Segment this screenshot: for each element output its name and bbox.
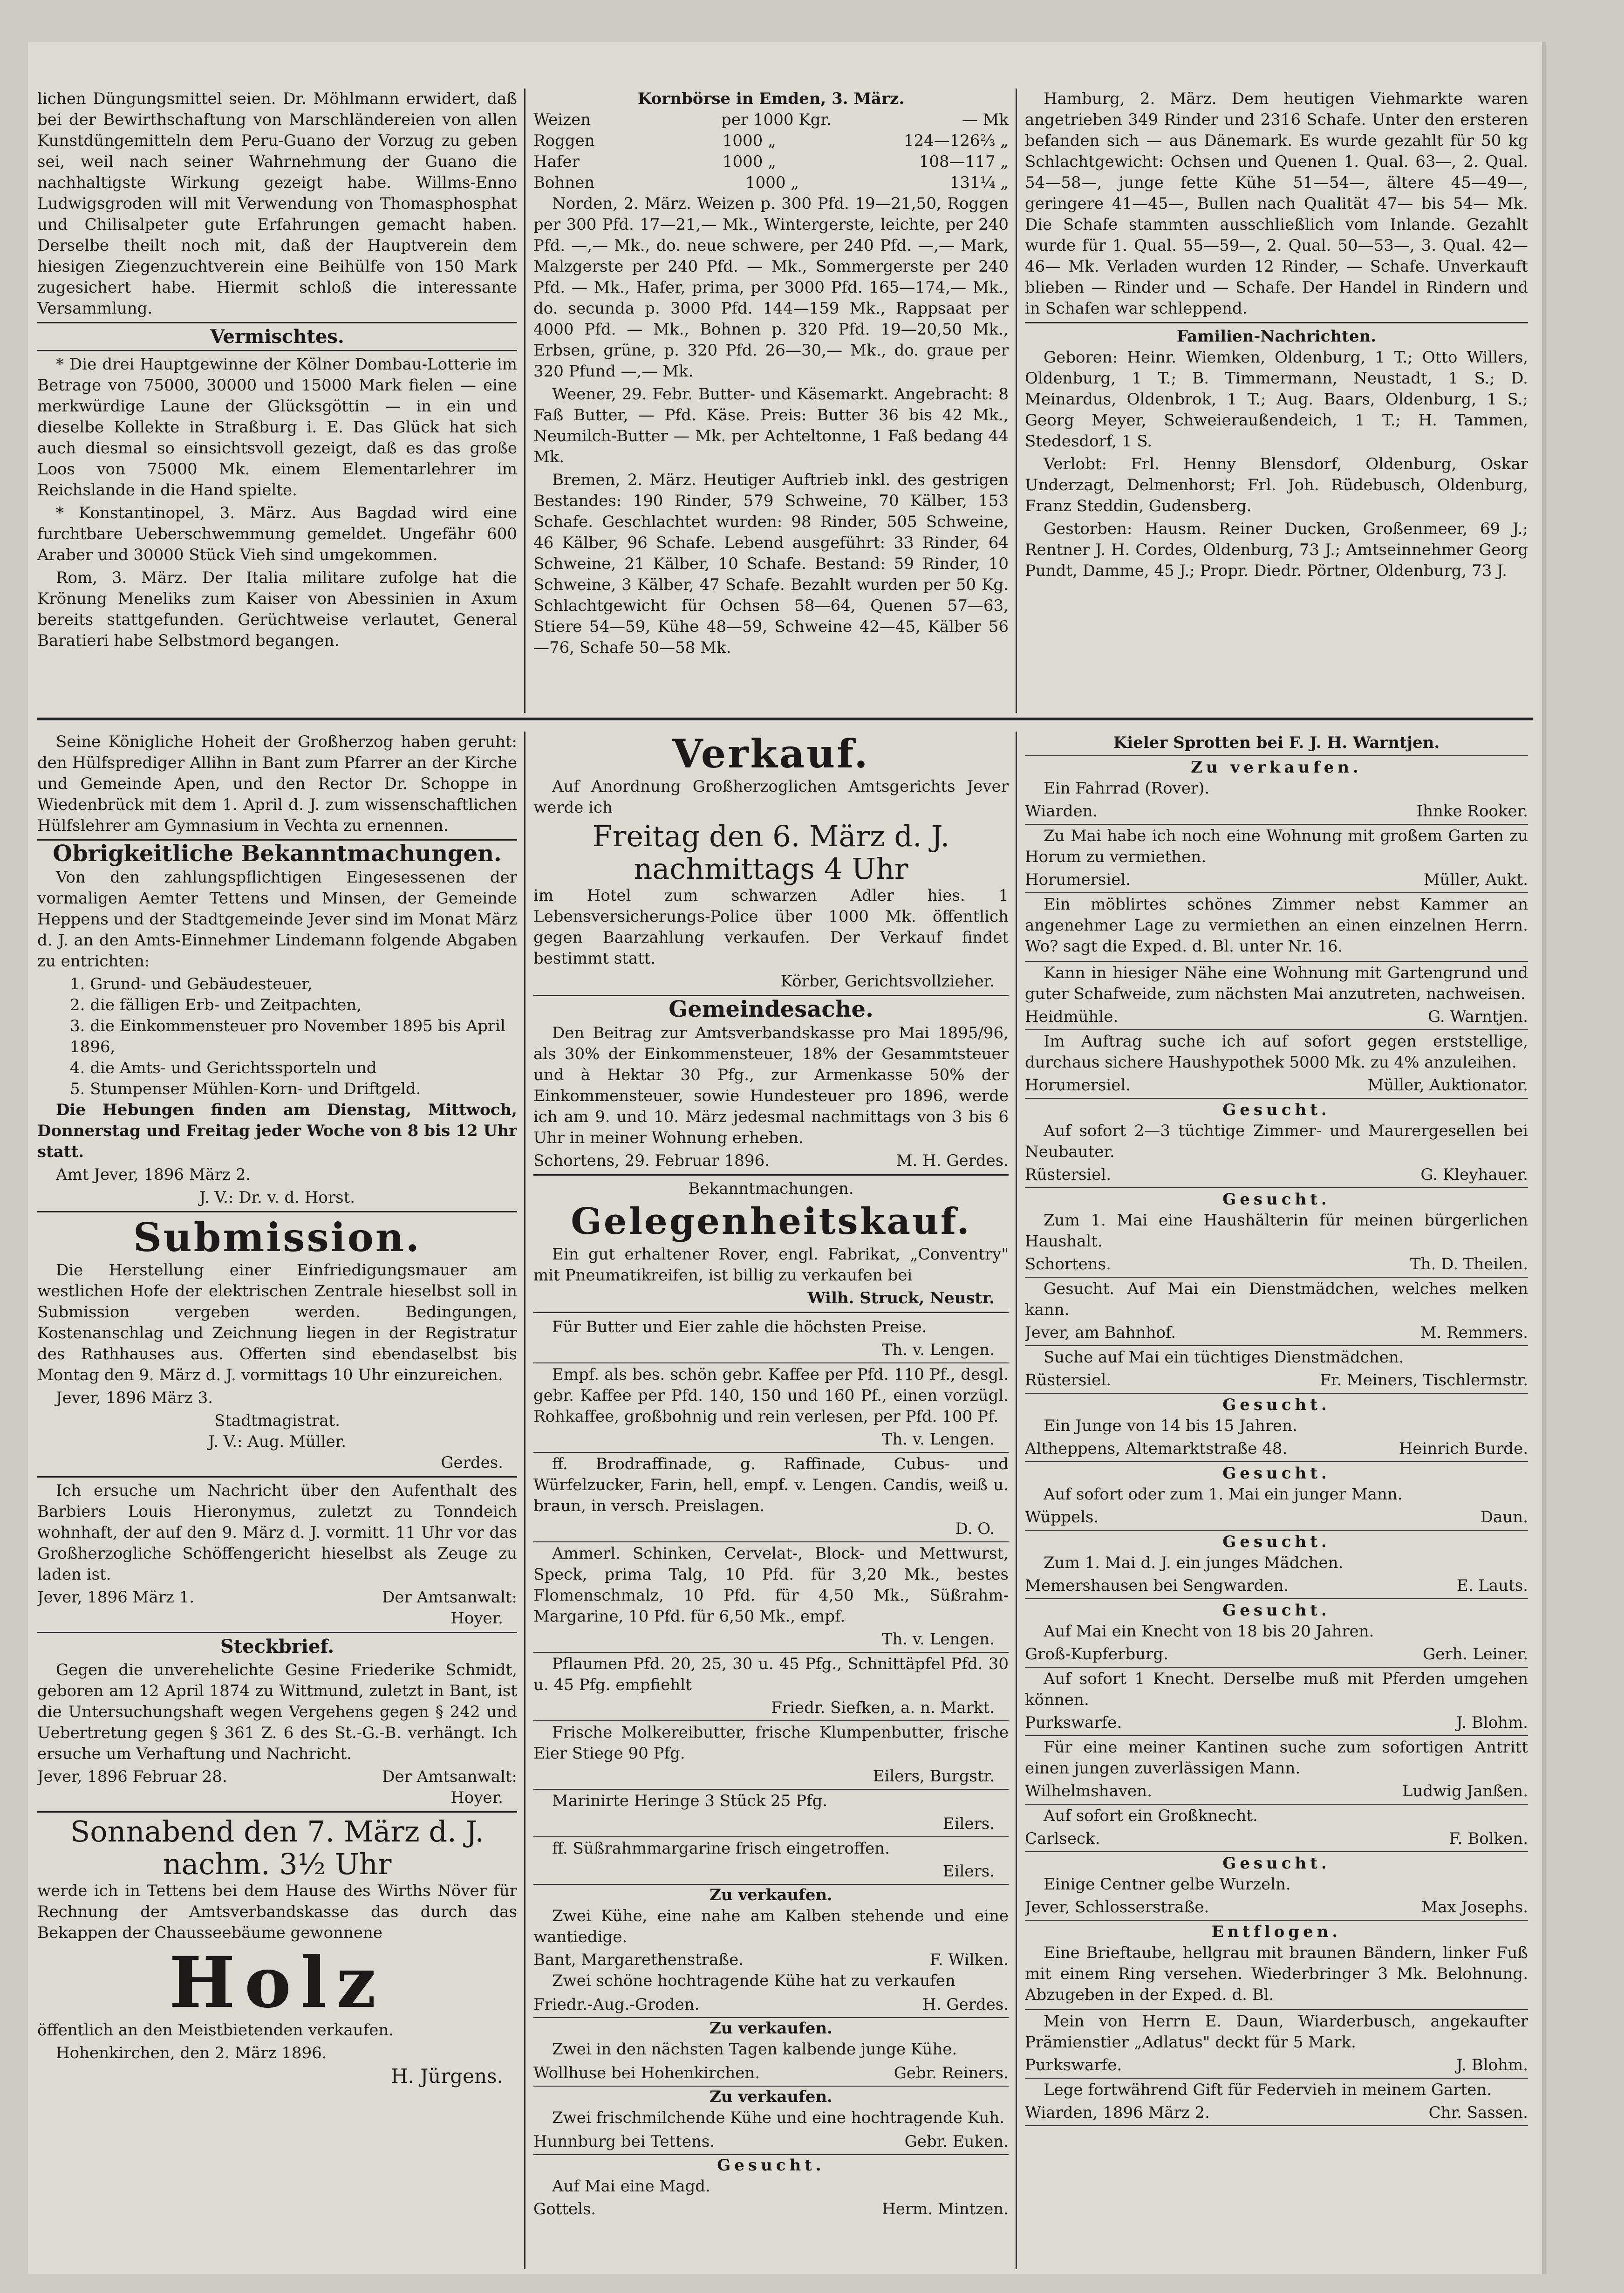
classified-ads xyxy=(1025,756,1528,2126)
ad-place: Bant, Margarethenstraße. xyxy=(533,1951,744,1969)
ad-place: Horumersiel. xyxy=(1025,870,1131,889)
ad-footer xyxy=(1025,1781,1528,1802)
list-item xyxy=(533,1363,1009,1453)
table-row xyxy=(533,151,1009,172)
ad-signature: Ludwig Janßen. xyxy=(1402,1782,1528,1800)
ad-footer xyxy=(1025,1644,1528,1665)
ad-text: Kann in hiesiger Nähe eine Wohnung mit Gartengrund und guter Schafweide, zum nächsten Mai anzutreten, nachweisen. xyxy=(1025,964,1528,1003)
ad-footer xyxy=(1025,1322,1528,1343)
ad-footer xyxy=(1025,1828,1528,1849)
sprotten-heading: Kieler Sprotten bei F. J. H. Warntjen. xyxy=(1025,732,1528,756)
notice-date: Jever, 1896 März 1. xyxy=(37,1588,195,1607)
ad-signature: Eilers. xyxy=(942,1814,995,1833)
table-row xyxy=(533,110,1009,130)
table-row xyxy=(533,172,1009,193)
top-col1-intro: lichen Düngungsmittel seien. Dr. Möhlmann erwidert, daß bei der Bewirthschaftung von Marschländereien von allen Kunstdüngemitteln dem Peru-Guano der Vorzug zu geben sei, weil nach seiner Wahrnehmung der Guano die nachhaltigste Wirkung gezeigt habe. Willms-Enno Ludwigsgroden will mit Verwendung von Thomasphosphat und Chilisalpeter gute Erfahrungen gemacht haben. Derselbe theilt noch mit, daß der Hauptverein dem hiesigen Ziegenzuchtverein eine Beihülfe von 150 Mark zugesichert habe. Hiermit schloß die interessante Versammlung. xyxy=(37,89,517,318)
grain-price: 131¼ „ xyxy=(949,173,1009,192)
notice-date: Schortens, 29. Februar 1896. xyxy=(533,1151,770,1170)
list-item xyxy=(1025,893,1528,962)
news-item: Rom, 3. März. Der Italia militare zufolge hat die Krönung Meneliks zum Kaiser von Abessinien in Axum bereits stattgefunden. Gerüchtweise verlautet, General Baratieri habe Selbstmord begangen. xyxy=(37,568,517,650)
ad-signature: Gerh. Leiner. xyxy=(1423,1645,1528,1663)
ad-place: Gottels. xyxy=(533,2200,596,2218)
ad-signature: Th. v. Lengen. xyxy=(881,1341,995,1359)
submission-signature: Gerdes. xyxy=(441,1453,503,1472)
list-item xyxy=(1025,1278,1528,1346)
news-item: * Die drei Hauptgewinne der Kölner Dombau-Lotterie im Betrage von 75000, 30000 und 15000 Mark fielen — eine merkwürdige Laune der Glücksgöttin — in ein und dieselbe Kollekte in Straßburg i. E. Das Glück hat sich auch diesmal so einsichtsvoll gezeigt, daß es das große Loos von 75000 Mk. einem Elementarlehrer im Reichslande in die Hand spielte. xyxy=(37,355,517,500)
ad-place: Rüstersiel. xyxy=(1025,1371,1112,1389)
ad-place: Schortens. xyxy=(1025,1255,1111,1273)
ad-text: Ein Junge von 14 bis 15 Jahren. xyxy=(1044,1417,1297,1435)
classified-ads xyxy=(533,1316,1009,1885)
ad-text: Empf. als bes. schön gebr. Kaffee per Pfd. 110 Pf., desgl. gebr. Kaffee per Pfd. 140, 150 und 160 Pf., einen vorzügl. Rohkaffee, großbohnig und rein verlesen, per Pfd. 100 Pf. xyxy=(533,1365,1009,1426)
market-report-hamburg: Hamburg, 2. März. Dem heutigen Viehmarkte waren angetrieben 349 Rinder und 2316 Schafe. Unter den ersteren befanden sich — aus Dänemark. Es wurde gezahlt für 50 kg Schlachtgewicht: Ochsen und Quenen 1. Qual. 63—, 2. Qual. 54—58—, junge fette Kühe 51—54—, ältere 45—49—, geringere 41—45—, Bullen nach Qualität 47— bis 54— Mk. Die Schafe stammten ausschließlich vom Inlande. Gezahlt wurde für 1. Qual. 55—59—, 2. Qual. 50—53—, 3. Qual. 42—46— Mk. Verladen wurden 12 Rinder, — Schafe. Unverkauft blieben — Rinder und — Schafe. Der Handel in Rindern und in Schafen war schleppend. xyxy=(1025,89,1528,318)
family-verlobt: Verlobt: Frl. Henny Blensdorf, Oldenburg, Oskar Underzagt, Delmenhorst; Frl. Joh. Rüdebusch, Oldenburg, Franz Steddin, Gudensberg. xyxy=(1025,455,1528,515)
family-news-heading: Familien-Nachrichten. xyxy=(1176,327,1377,346)
vermischtes-heading: Vermischtes. xyxy=(210,326,344,348)
list-item xyxy=(533,1721,1009,1790)
ad-footer xyxy=(1025,1006,1528,1027)
ad-place: Wiarden, 1896 März 2. xyxy=(1025,2103,1210,2122)
ad-text: Frische Molkereibutter, frische Klumpenbutter, frische Eier Stiege 90 Pfg. xyxy=(533,1723,1009,1763)
grain-name: Roggen xyxy=(533,131,595,150)
ad-heading: Gesucht. xyxy=(1222,1854,1331,1873)
grain-name: Weizen xyxy=(533,110,591,129)
ad-place: Purkswarfe. xyxy=(1025,2056,1122,2074)
grain-unit: 1000 „ xyxy=(745,173,799,192)
list-item xyxy=(1025,1599,1528,1668)
grain-unit: per 1000 Kgr. xyxy=(721,110,832,129)
list-item xyxy=(1025,1188,1528,1278)
bottom-column-2 xyxy=(533,732,1009,2269)
ad-signature: Heinrich Burde. xyxy=(1399,1439,1528,1458)
ad-signature: J. Blohm. xyxy=(1456,2056,1528,2074)
list-item xyxy=(1025,1462,1528,1531)
holz-date: Sonnabend den 7. März d. J. xyxy=(70,1814,484,1848)
bekanntmachungen-heading: Bekanntmachungen. xyxy=(688,1179,854,1198)
ad-footer xyxy=(1025,1164,1528,1185)
obrig-text: Von den zahlungspflichtigen Eingesessenen der vormaligen Aemter Tettens und Minsen, der Gemeinde Heppens und der Stadtgemeinde Jever sind im Monat März d. J. an den Amts-Einnehmer Lindemann folgende Abgaben zu entrichten: xyxy=(37,868,517,971)
ad-footer xyxy=(533,2062,1009,2087)
ad-footer xyxy=(1025,2102,1528,2123)
list-item xyxy=(1025,1852,1528,1921)
ad-signature: Eilers. xyxy=(942,1862,995,1881)
ad-heading: Zu verkaufen. xyxy=(710,2019,832,2038)
verkauf-signature: Körber, Gerichtsvollzieher. xyxy=(780,972,995,991)
ad-place: Jever, am Bahnhof. xyxy=(1025,1323,1176,1342)
ad-text: Eine Brieftaube, hellgrau mit braunen Bändern, linker Fuß mit einem Ring versehen. Wiederbringer 3 Mk. Belohnung. Abzugeben in der Exped. d. Bl. xyxy=(1025,1944,1528,2004)
ad-signature: E. Lauts. xyxy=(1456,1576,1528,1595)
ad-footer xyxy=(1025,1254,1528,1275)
ad-text: Zwei frischmilchende Kühe und eine hochtragende Kuh. xyxy=(552,2108,1005,2127)
list-item xyxy=(533,1316,1009,1363)
ad-text: Zum 1. Mai d. J. ein junges Mädchen. xyxy=(1044,1554,1344,1572)
search-notice: Ich ersuche um Nachricht über den Aufenthalt des Barbiers Louis Hieronymus, zuletzt zu Tonndeich wohnhaft, der auf den 9. März d. J. vormitt. 11 Uhr vor das Großherzogliche Schöffengericht hieselbst als Zeuge zu laden ist. xyxy=(37,1481,517,1584)
submission-signature: J. V.: Aug. Müller. xyxy=(208,1432,347,1451)
ad-signature: F. Wilken. xyxy=(929,1951,1009,1969)
list-item xyxy=(1025,962,1528,1030)
notice-date: Jever, 1896 Februar 28. xyxy=(37,1767,227,1786)
ad-footer xyxy=(1025,1370,1528,1391)
ad-text: Für eine meiner Kantinen suche zum sofortigen Antritt einen jungen zuverlässigen Mann. xyxy=(1025,1738,1528,1778)
obrig-signature: J. V.: Dr. v. d. Horst. xyxy=(199,1188,355,1207)
ad-signature: Ihnke Rooker. xyxy=(1416,802,1528,821)
holz-signature: H. Jürgens. xyxy=(391,2065,503,2088)
divider xyxy=(37,1811,517,1813)
ad-footer xyxy=(1025,1575,1528,1596)
notice-role: Der Amtsanwalt: xyxy=(382,1767,517,1786)
ad-heading: Gesucht. xyxy=(1222,1533,1331,1551)
ad-place: Rüstersiel. xyxy=(1025,1165,1112,1184)
ad-signature: Müller, Auktionator. xyxy=(1367,1076,1528,1095)
holz-place: Hohenkirchen, den 2. März 1896. xyxy=(56,2044,327,2062)
ad-footer xyxy=(1025,1897,1528,1918)
ad-place: Hunnburg bei Tettens. xyxy=(533,2132,715,2151)
ad-signature: G. Warntjen. xyxy=(1427,1007,1528,1026)
ad-text: Zwei Kühe, eine nahe am Kalben stehende und eine wantiedige. xyxy=(533,1907,1009,1946)
ad-heading: Zu verkaufen. xyxy=(1191,758,1362,777)
submission-date: Jever, 1896 März 3. xyxy=(56,1389,213,1407)
ad-place: Horumersiel. xyxy=(1025,1076,1131,1095)
ad-signature: Fr. Meiners, Tischlermstr. xyxy=(1320,1371,1528,1389)
list-item xyxy=(533,1837,1009,1885)
bottom-column-1 xyxy=(37,732,517,2269)
grain-unit: 1000 „ xyxy=(722,131,776,150)
ad-text: ff. Brodraffinade, g. Raffinade, Cubus- und Würfelzucker, Farin, hell, empf. v. Lengen. Candis, weiß u. braun, in versch. Preislagen. xyxy=(533,1455,1009,1515)
ad-text: ff. Süßrahmmargarine frisch eingetroffen. xyxy=(552,1839,890,1858)
ad-text: Auf sofort oder zum 1. Mai ein junger Mann. xyxy=(1044,1485,1403,1504)
ad-text: Marinirte Heringe 3 Stück 25 Pfg. xyxy=(552,1792,828,1810)
ad-signature: M. Remmers. xyxy=(1420,1323,1528,1342)
holz-time: nachm. 3½ Uhr xyxy=(163,1847,392,1881)
ad-footer xyxy=(1025,1507,1528,1528)
ad-place: Altheppens, Altemarktstraße 48. xyxy=(1025,1439,1288,1458)
list-item: 5. Stumpenser Mühlen-Korn- und Driftgeld. xyxy=(70,1080,421,1098)
verkauf-time: nachmittags 4 Uhr xyxy=(634,852,908,886)
ad-text: Auf sofort ein Großknecht. xyxy=(1044,1807,1258,1825)
ad-text: Mein von Herrn E. Daun, Wiarderbusch, angekaufter Prämienstier „Adlatus" deckt für 5 Mark. xyxy=(1025,2012,1528,2052)
column-rule xyxy=(1016,89,1017,713)
ad-heading: Gesucht. xyxy=(1222,1464,1331,1483)
list-item xyxy=(1025,1030,1528,1099)
list-item xyxy=(1025,1099,1528,1188)
bottom-column-3 xyxy=(1025,732,1528,2269)
notice-role: Der Amtsanwalt: xyxy=(382,1588,517,1607)
list-item xyxy=(1025,756,1528,825)
steckbrief-heading: Steckbrief. xyxy=(220,1636,334,1657)
ad-place: Wiarden. xyxy=(1025,802,1098,821)
ad-place: Wilhelmshaven. xyxy=(1025,1782,1152,1800)
obrig-place: Amt Jever, 1896 März 2. xyxy=(56,1165,251,1184)
verkauf-text: Auf Anordnung Großherzoglichen Amtsgerichts Jever werde ich xyxy=(533,777,1009,817)
list-item xyxy=(1025,1668,1528,1736)
list-item xyxy=(1025,1805,1528,1852)
ad-text: Pflaumen Pfd. 20, 25, 30 u. 45 Pfg., Schnittäpfel Pfd. 30 u. 45 Pfg. empfiehlt xyxy=(533,1655,1009,1694)
steckbrief-footer xyxy=(37,1766,517,1787)
ad-signature: Müller, Aukt. xyxy=(1423,870,1528,889)
ad-signature: Eilers, Burgstr. xyxy=(873,1767,995,1786)
list-item xyxy=(533,1653,1009,1721)
ad-signature: Gebr. Reiners. xyxy=(894,2064,1009,2082)
obrig-list xyxy=(37,974,517,1100)
ad-signature: J. Blohm. xyxy=(1456,1713,1528,1732)
appointment-notice: Seine Königliche Hoheit der Großherzog haben geruht: den Hülfsprediger Allihn in Bant zum Pfarrer an der Kirche und Gemeinde Apen, und den Rector Dr. Schoppe in Wiedenbrück mit dem 1. April d. J. zum wissenschaftlichen Hülfslehrer am Gymnasium in Vechta zu ernennen. xyxy=(37,732,517,835)
kornboerse-heading: Kornbörse in Emden, 3. März. xyxy=(637,89,905,108)
ad-place: Jever, Schlosserstraße. xyxy=(1025,1898,1209,1917)
ad-text: Zwei in den nächsten Tagen kalbende junge Kühe. xyxy=(552,2040,957,2059)
ad-signature: H. Gerdes. xyxy=(922,1995,1009,2014)
steckbrief-text: Gegen die unverehelichte Gesine Friederike Schmidt, geboren am 12 April 1874 zu Wittmund, zuletzt in Bant, ist die Untersuchungshaft wegen Vergehens gegen § 242 und Uebertretung gegen § 361 Z. 6 des St.-G.-B. verhängt. Ich ersuche um Verhaftung und Nachricht. xyxy=(37,1661,517,1763)
ad-heading: Gesucht. xyxy=(1222,1101,1331,1119)
ad-text: Auf sofort 2—3 tüchtige Zimmer- und Maurergesellen bei Neubauter. xyxy=(1025,1122,1528,1161)
column-rule xyxy=(524,89,525,713)
divider xyxy=(533,1174,1009,1176)
ad-heading: Gesucht. xyxy=(1222,1396,1331,1414)
ad-footer xyxy=(1025,2055,1528,2076)
ad-place: Wollhuse bei Hohenkirchen. xyxy=(533,2064,760,2082)
ad-place: Friedr.-Aug.-Groden. xyxy=(533,1995,700,2014)
list-item xyxy=(1025,825,1528,893)
ad-text: Suche auf Mai ein tüchtiges Dienstmädchen. xyxy=(1044,1348,1404,1367)
ad-signature: Chr. Sassen. xyxy=(1428,2103,1528,2122)
list-item xyxy=(1025,1531,1528,1599)
ad-heading: Zu verkaufen. xyxy=(710,2088,832,2106)
ad-signature: Herm. Mintzen. xyxy=(882,2200,1009,2218)
column-rule xyxy=(524,732,525,2269)
ad-heading: Gesucht. xyxy=(717,2156,825,2175)
family-gestorben: Gestorben: Hausm. Reiner Ducken, Großenmeer, 69 J.; Rentner J. H. Cordes, Oldenburg, 73 J.; Amtseinnehmer Georg Pundt, Damme, 45 J.; Propr. Diedr. Pörtner, Oldenburg, 73 J. xyxy=(1025,520,1528,580)
grain-price: 124—126⅔ „ xyxy=(903,131,1009,150)
ad-signature: Th. v. Lengen. xyxy=(881,1430,995,1449)
top-column-2 xyxy=(533,89,1009,713)
newspaper-page xyxy=(28,42,1542,2274)
ad-footer xyxy=(1025,1438,1528,1459)
ad-signature: Th. D. Theilen. xyxy=(1410,1255,1528,1273)
ad-place: Memershausen bei Sengwarden. xyxy=(1025,1576,1289,1595)
ad-signature: Daun. xyxy=(1480,1508,1528,1526)
ad-footer xyxy=(533,1993,1009,2018)
ad-footer xyxy=(533,2199,1009,2220)
ad-text: Ein möblirtes schönes Zimmer nebst Kammer an angenehmer Lage zu vermiethen an einen einzelnen Herrn. Wo? sagt die Exped. d. Bl. unter Nr. 16. xyxy=(1025,895,1528,956)
divider xyxy=(37,350,517,351)
gelegenheitskauf-heading: Gelegenheitskauf. xyxy=(571,1200,971,1243)
section-divider xyxy=(37,718,1533,720)
kornboerse-table xyxy=(533,110,1009,193)
divider xyxy=(37,1476,517,1478)
gemeindesache-heading: Gemeindesache. xyxy=(669,996,873,1022)
divider xyxy=(533,1312,1009,1313)
list-item xyxy=(533,1542,1009,1653)
ad-text: Zum 1. Mai eine Haushälterin für meinen bürgerlichen Haushalt. xyxy=(1025,1211,1528,1251)
column-rule xyxy=(1016,732,1017,2269)
grain-price: 108—117 „ xyxy=(919,152,1009,171)
list-item: 3. die Einkommensteuer pro November 1895 bis April 1896, xyxy=(70,1017,505,1056)
ad-text: Gesucht. Auf Mai ein Dienstmädchen, welches melken kann. xyxy=(1025,1280,1528,1319)
grain-name: Hafer xyxy=(533,152,580,171)
list-item: 2. die fälligen Erb- und Zeitpachten, xyxy=(70,996,362,1014)
ad-text: Im Auftrag suche ich auf sofort gegen erststellige, durchaus sichere Haushypothek 5000 Mk. zu 4% anzuleihen. xyxy=(1025,1032,1528,1072)
ad-heading: Entflogen. xyxy=(1211,1923,1342,1941)
holz-text2: öffentlich an den Meistbietenden verkaufen. xyxy=(37,2021,394,2040)
list-item xyxy=(1025,1346,1528,1394)
gelegenheitskauf-signature: Wilh. Struck, Neustr. xyxy=(807,1289,995,1307)
ad-footer xyxy=(533,1950,1009,1971)
ad-signature: G. Kleyhauer. xyxy=(1420,1165,1528,1184)
obrig-heading: Obrigkeitliche Bekanntmachungen. xyxy=(53,841,502,867)
list-item xyxy=(533,1453,1009,1542)
divider xyxy=(37,1632,517,1633)
ad-footer xyxy=(1025,1075,1528,1096)
top-column-3 xyxy=(1025,89,1528,713)
market-report-weener: Weener, 29. Febr. Butter- und Käsemarkt. Angebracht: 8 Faß Butter, — Pfd. Käse. Preis: Butter 36 bis 42 Mk., Neumilch-Butter — Mk. per Achteltonne, 1 Faß bedang 44 Mk. xyxy=(533,385,1009,466)
verkauf-date: Freitag den 6. März d. J. xyxy=(592,819,950,853)
notice-signature: M. H. Gerdes. xyxy=(896,1151,1009,1170)
list-item xyxy=(1025,2010,1528,2079)
search-notice-footer xyxy=(37,1587,517,1608)
list-item: 4. die Amts- und Gerichtssporteln und xyxy=(70,1059,377,1077)
ad-footer xyxy=(533,2130,1009,2155)
list-item xyxy=(1025,2079,1528,2126)
market-report-bremen: Bremen, 2. März. Heutiger Auftrieb inkl. des gestrigen Bestandes: 190 Rinder, 579 Schweine, 70 Kälber, 153 Schafe. Geschlachtet wurden: 98 Rinder, 505 Schweine, 46 Kälber, 96 Schafe. Lebend ausgeführt: 33 Rinder, 64 Schweine, 21 Kälber, 10 Schafe. Bestand: 59 Rinder, 10 Schweine, 3 Kälber, 47 Schafe. Bezahlt wurden per 50 Kg. Schlachtgewicht für Ochsen 58—64, Quenen 57—63, Stiere 54—59, Kühe 48—59, Schweine 42—45, Kälber 56—76, Schafe 50—58 Mk. xyxy=(533,471,1009,657)
list-item: 1. Grund- und Gebäudesteuer, xyxy=(70,975,313,993)
submission-signature: Stadtmagistrat. xyxy=(214,1411,340,1430)
divider xyxy=(37,1211,517,1212)
ad-text: Für Butter und Eier zahle die höchsten Preise. xyxy=(552,1318,927,1336)
table-row xyxy=(533,130,1009,151)
holz-word: Holz xyxy=(169,1942,385,2024)
ad-signature: Th. v. Lengen. xyxy=(881,1630,995,1649)
ad-signature: D. O. xyxy=(955,1520,995,1538)
ad-place: Wüppels. xyxy=(1025,1508,1099,1526)
holz-text: werde ich in Tettens bei dem Hause des Wirths Növer für Rechnung der Amtsverbandskasse das durch das Bekappen der Chausseebäume gewonnene xyxy=(37,1882,517,1942)
grain-unit: 1000 „ xyxy=(722,152,776,171)
ad-text: Auf sofort 1 Knecht. Derselbe muß mit Pferden umgehen können. xyxy=(1025,1670,1528,1709)
market-report-norden: Norden, 2. März. Weizen p. 300 Pfd. 19—21,50, Roggen per 300 Pfd. 17—21,— Mk., Wintergerste, leichte, per 240 Pfd. —,— Mk., do. neue schwere, per 240 Pfd. —,— Mark, Malzgerste per 240 Pfd. — Mk., Sommergerste per 240 Pfd. — Mk., Hafer, prima, per 3000 Pfd. 165—174,— Mk., do. secunda p. 3000 Pfd. 144—159 Mk., Rappsaat per 4000 Pfd. — Mk., Bohnen p. 320 Pfd. 19—20,50 Mk., Erbsen, grüne, p. 320 Pfd. 26—30,— Mk., do. graue per 320 Pfund —,— Mk. xyxy=(533,194,1009,381)
verkauf-heading: Verkauf. xyxy=(672,732,870,777)
ad-text: Einige Centner gelbe Wurzeln. xyxy=(1044,1875,1291,1894)
ad-place: Carlseck. xyxy=(1025,1829,1100,1848)
ad-heading: Gesucht. xyxy=(1222,1601,1331,1620)
ad-text: Ein Fahrrad (Rover). xyxy=(1044,779,1210,798)
ad-text: Zwei schöne hochtragende Kühe hat zu verkaufen xyxy=(552,1971,955,1990)
ad-text: Zu Mai habe ich noch eine Wohnung mit großem Garten zu Horum zu vermiethen. xyxy=(1025,827,1528,866)
submission-heading: Submission. xyxy=(133,1214,422,1260)
ad-signature: Friedr. Siefken, a. n. Markt. xyxy=(771,1698,995,1717)
ad-place: Groß-Kupferburg. xyxy=(1025,1645,1168,1663)
list-item xyxy=(533,1790,1009,1837)
notice-signature: Hoyer. xyxy=(450,1609,503,1628)
ad-place: Purkswarfe. xyxy=(1025,1713,1122,1732)
gemeindesache-text: Den Beitrag zur Amtsverbandskasse pro Mai 1895/96, als 30% der Einkommensteuer, 18% der Gesammtsteuer und à Hektar 30 Pfg., zur Armenkasse 50% der Einkommensteuer, sowie Hundesteuer pro 1896, werde ich am 9. und 10. März jedesmal nachmittags von 3 bis 6 Uhr in meiner Wohnung erheben. xyxy=(533,1024,1009,1147)
list-item xyxy=(1025,1921,1528,2010)
verkauf-text2: im Hotel zum schwarzen Adler hies. 1 Lebensversicherungs-Police über 1000 Mk. öffentlich gegen Baarzahlung verkaufen. Der Verkauf findet bestimmt statt. xyxy=(533,886,1009,968)
notice-signature: Hoyer. xyxy=(450,1788,503,1807)
news-item: * Konstantinopel, 3. März. Aus Bagdad wird eine furchtbare Ueberschwemmung gemeldet. Ungefähr 600 Araber und 30000 Stück Vieh sind umgekommen. xyxy=(37,504,517,564)
gemeindesache-footer xyxy=(533,1150,1009,1171)
list-item xyxy=(1025,1736,1528,1805)
ad-footer xyxy=(1025,801,1528,822)
ad-signature: Gebr. Euken. xyxy=(904,2132,1009,2151)
ad-text: Lege fortwährend Gift für Federvieh in meinem Garten. xyxy=(1044,2081,1492,2099)
ad-heading: Zu verkaufen. xyxy=(710,1886,832,1904)
gelegenheitskauf-text: Ein gut erhaltener Rover, engl. Fabrikat, „Conventry" mit Pneumatikreifen, ist billig zu verkaufen bei xyxy=(533,1245,1009,1285)
submission-text: Die Herstellung einer Einfriedigungsmauer am westlichen Hofe der elektrischen Zentrale hieselbst soll in Submission vergeben werden. Bedingungen, Kostenanschlag und Zeichnung liegen in der Registratur des Rathhauses aus. Offerten sind ebendaselbst bis Montag den 9. März d. J. vormittags 10 Uhr einzureichen. xyxy=(37,1261,517,1384)
ad-text: Auf Mai eine Magd. xyxy=(552,2177,710,2196)
top-column-1 xyxy=(37,89,517,713)
divider xyxy=(37,322,517,323)
ad-place: Heidmühle. xyxy=(1025,1007,1119,1026)
ad-heading: Gesucht. xyxy=(1222,1190,1331,1209)
grain-price: — Mk xyxy=(962,110,1009,129)
family-geboren: Geboren: Heinr. Wiemken, Oldenburg, 1 T.; Otto Willers, Oldenburg, 1 T.; B. Timmermann, Neustadt, 1 S.; D. Meinardus, Oldenbrok, 1 T.; Aug. Baars, Oldenburg, 1 S.; Georg Meyer, Schweieraußendeich, 1 T.; H. Tammen, Stedesdorf, 1 S. xyxy=(1025,348,1528,451)
grain-name: Bohnen xyxy=(533,173,595,192)
ad-signature: Max Josephs. xyxy=(1421,1898,1528,1917)
ad-footer xyxy=(1025,869,1528,890)
ad-text: Ammerl. Schinken, Cervelat-, Block- und Mettwurst, Speck, prima Talg, 10 Pfd. für 3,20 Mk., bestes Flomenschmalz, 10 Pfd. für 4,50 Mk., Süßrahm-Margarine, 10 Pfd. für 6,50 Mk., empf. xyxy=(533,1544,1009,1626)
divider xyxy=(1025,322,1528,323)
list-item xyxy=(1025,1394,1528,1462)
obrig-bold: Die Hebungen finden am Dienstag, Mittwoch, Donnerstag und Freitag jeder Woche von 8 bis 12 Uhr statt. xyxy=(37,1101,517,1161)
ad-text: Auf Mai ein Knecht von 18 bis 20 Jahren. xyxy=(1044,1622,1374,1641)
ad-signature: F. Bolken. xyxy=(1449,1829,1528,1848)
ad-footer xyxy=(1025,1712,1528,1733)
